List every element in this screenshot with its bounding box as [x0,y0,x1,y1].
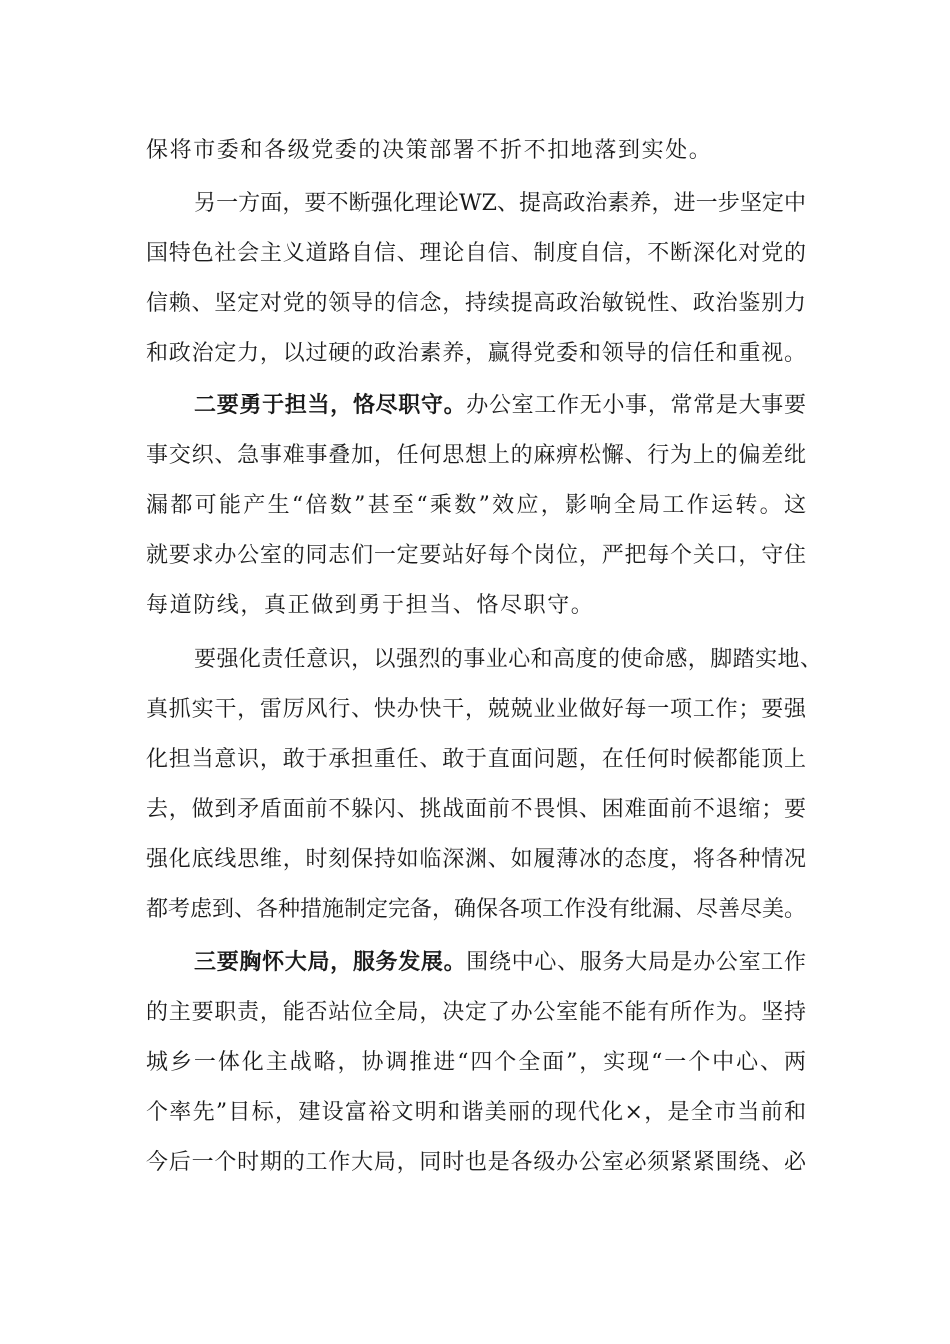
text-line [194,943,806,983]
section-heading: 二要勇于担当，恪尽职守。 [194,393,467,418]
text-run: 围绕中心、服务大局是办公室工作 [466,950,806,975]
text-line: 都考虑到、各种措施制定完备，确保各项工作没有纰漏、尽善尽美。 [146,897,807,922]
text-line: 城乡一体化主战略，协调推进“四个全面”，实现“一个中心、两 [146,1050,806,1075]
text-line: 个率先”目标，建设富裕文明和谐美丽的现代化×，是全市当前和 [146,1100,806,1125]
text-line: 今后一个时期的工作大局，同时也是各级办公室必须紧紧围绕、必 [146,1150,806,1175]
text-line: 漏都可能产生“倍数”甚至“乘数”效应，影响全局工作运转。这 [146,493,806,518]
text-line: 强化底线思维，时刻保持如临深渊、如履薄冰的态度，将各种情况 [146,847,806,872]
text-line: 和政治定力，以过硬的政治素养，赢得党委和领导的信任和重视。 [146,341,806,366]
section-heading: 三要胸怀大局，服务发展。 [194,950,467,975]
text-line: 就要求办公室的同志们一定要站好每个岗位，严把每个关口，守住 [146,543,806,568]
text-line: 每道防线，真正做到勇于担当、恪尽职守。 [146,593,595,618]
text-line: 真抓实干，雷厉风行、快办快干，兢兢业业做好每一项工作；要强 [146,697,806,722]
text-line: 国特色社会主义道路自信、理论自信、制度自信，不断深化对党的 [146,241,806,266]
text-line: 保将市委和各级党委的决策部署不折不扣地落到实处。 [146,138,713,163]
text-line [194,386,806,426]
text-line: 的主要职责，能否站位全局，决定了办公室能不能有所作为。坚持 [146,1000,806,1025]
text-line: 要强化责任意识，以强烈的事业心和高度的使命感，脚踏实地、 [194,647,822,672]
text-line: 另一方面，要不断强化理论WZ、提高政治素养，进一步坚定中 [194,191,806,216]
text-run: 办公室工作无小事，常常是大事要 [466,393,806,418]
text-line: 去，做到矛盾面前不躲闪、挑战面前不畏惧、困难面前不退缩；要 [146,797,806,822]
text-line: 化担当意识，敢于承担重任、敢于直面问题，在任何时候都能顶上 [146,747,806,772]
text-line: 事交织、急事难事叠加，任何思想上的麻痹松懈、行为上的偏差纰 [146,443,806,468]
text-line: 信赖、坚定对党的领导的信念，持续提高政治敏锐性、政治鉴别力 [146,291,806,316]
